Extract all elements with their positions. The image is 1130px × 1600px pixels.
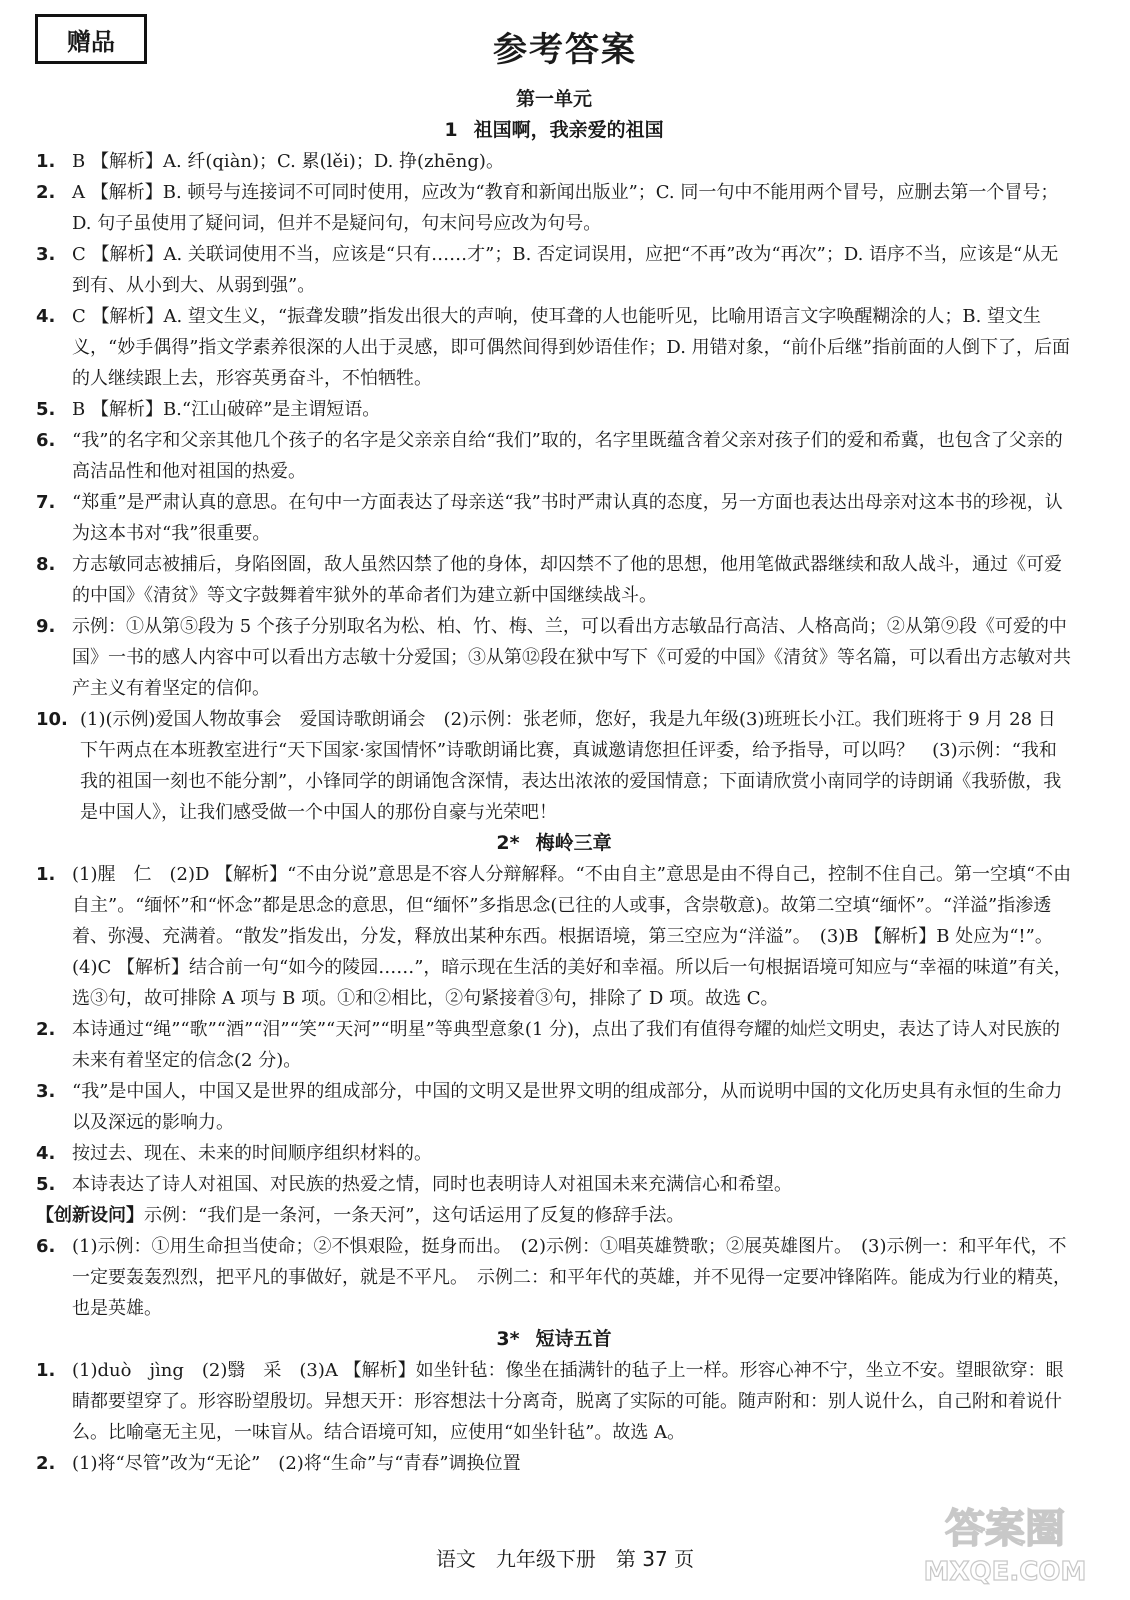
answer-item bbox=[36, 1138, 1072, 1169]
unit-title: 第一单元 bbox=[515, 88, 592, 110]
innovation-question bbox=[36, 1200, 1072, 1231]
answer-text: “我”的名字和父亲其他几个孩子的名字是父亲亲自给“我们”取的，名字里既蕴含着父亲对孩子们的爱和希冀，也包含了父亲的高洁品性和他对祖国的热爱。 bbox=[72, 430, 1063, 482]
answer-text: (1)(示例)爱国人物故事会 爱国诗歌朗诵会 (2)示例：张老师，您好，我是九年级(3)班班长小江。我们班将于 9 月 28 日下午两点在本班教室进行“天下国家·家国情怀”诗歌朗诵比赛，真诚邀请您担任评委，给予指导，可以吗？ (3)示例：“我和我的祖国一刻也不能分割”，小锋同学的朗诵饱含深情，表达出浓浓的爱国情意；下面请欣赏小南同学的诗朗诵《我骄傲，我是中国人》，让我们感受做一个中国人的那份自豪与光荣吧！ bbox=[80, 709, 1062, 823]
answer-text: (1)duò jìng (2)翳 采 (3)A 【解析】如坐针毡：像坐在插满针的毡子上一样。形容心神不宁，坐立不安。望眼欲穿：眼睛都要望穿了。形容盼望殷切。异想天开：形容想法十分离奇，脱离了实际的可能。随声附和：别人说什么，自己附和着说什么。比喻毫无主见，一味盲从。结合语境可知，应使用“如坐针毡”。故选 A。 bbox=[72, 1360, 1064, 1443]
answer-number: 2. bbox=[36, 1453, 56, 1474]
answer-item bbox=[36, 704, 1072, 828]
answer-number: 8. bbox=[36, 554, 56, 575]
watermark-text: 答案圈 bbox=[945, 1506, 1065, 1552]
page-title: 参考答案 bbox=[493, 30, 637, 70]
answer-item bbox=[36, 1231, 1072, 1324]
lesson-name: 梅岭三章 bbox=[535, 832, 612, 854]
answer-number: 5. bbox=[36, 1174, 56, 1195]
lesson-name: 祖国啊，我亲爱的祖国 bbox=[473, 119, 664, 141]
answer-number: 1. bbox=[36, 1360, 56, 1381]
answer-number: 6. bbox=[36, 1236, 56, 1257]
answer-number: 4. bbox=[36, 1143, 56, 1164]
lesson-number: 1 bbox=[444, 119, 458, 141]
answer-number: 2. bbox=[36, 1019, 56, 1040]
answer-item bbox=[36, 146, 1072, 177]
answer-item bbox=[36, 549, 1072, 611]
answer-number: 10. bbox=[36, 709, 68, 730]
lesson-title bbox=[36, 115, 1072, 146]
answer-number: 3. bbox=[36, 244, 56, 265]
answer-text: 按过去、现在、未来的时间顺序组织材料的。 bbox=[72, 1143, 432, 1164]
answer-number: 1. bbox=[36, 151, 56, 172]
innovation-tag: 【创新设问】 bbox=[36, 1205, 144, 1226]
answer-text: 本诗通过“绳”“歌”“酒”“泪”“笑”“天河”“明星”等典型意象(1 分)，点出了我们有值得夸耀的灿烂文明史，表达了诗人对民族的未来有着坚定的信念(2 分)。 bbox=[72, 1019, 1061, 1071]
answer-text: (1)示例：①用生命担当使命；②不惧艰险，挺身而出。 (2)示例：①唱英雄赞歌；②展英雄图片。 (3)示例一：和平年代，不一定要轰轰烈烈，把平凡的事做好，就是不平凡。 示例二：和平年代的英雄，并不见得一定要冲锋陷阵。能成为行业的精英，也是英雄。 bbox=[72, 1236, 1071, 1319]
answer-item bbox=[36, 239, 1072, 301]
answer-text: 示例：①从第⑤段为 5 个孩子分别取名为松、柏、竹、梅、兰，可以看出方志敏品行高洁、人格高尚；②从第⑨段《可爱的中国》一书的感人内容中可以看出方志敏十分爱国；③从第⑫段在狱中写下《可爱的中国》《清贫》等名篇，可以看出方志敏对共产主义有着坚定的信仰。 bbox=[72, 616, 1071, 699]
lesson-number: 2* bbox=[496, 832, 520, 854]
answer-item bbox=[36, 301, 1072, 394]
answer-text: A 【解析】B. 顿号与连接词不可同时使用，应改为“教育和新闻出版业”；C. 同一句中不能用两个冒号，应删去第一个冒号；D. 句子虽使用了疑问词，但并不是疑问句，句末问号应改为句号。 bbox=[72, 182, 1059, 234]
answer-number: 6. bbox=[36, 430, 56, 451]
answer-number: 1. bbox=[36, 864, 56, 885]
answer-text: C 【解析】A. 望文生义，“振聋发聩”指发出很大的声响，使耳聋的人也能听见，比喻用语言文字唤醒糊涂的人；B. 望文生义，“妙手偶得”指文学素养很深的人出于灵感，即可偶然间得到妙语佳作；D. 用错对象，“前仆后继”指前面的人倒下了，后面的人继续跟上去，形容英勇奋斗，不怕牺牲。 bbox=[72, 306, 1071, 389]
watermark-logo bbox=[895, 1490, 1115, 1590]
answer-item bbox=[36, 394, 1072, 425]
answer-number: 9. bbox=[36, 616, 56, 637]
answer-number: 3. bbox=[36, 1081, 56, 1102]
answer-text: 本诗表达了诗人对祖国、对民族的热爱之情，同时也表明诗人对祖国未来充满信心和希望。 bbox=[72, 1174, 792, 1195]
lesson-name: 短诗五首 bbox=[535, 1328, 612, 1350]
answer-number: 2. bbox=[36, 182, 56, 203]
answer-item bbox=[36, 1076, 1072, 1138]
answer-text: C 【解析】A. 关联词使用不当，应该是“只有……才”；B. 否定词误用，应把“不再”改为“再次”；D. 语序不当，应该是“从无到有、从小到大、从弱到强”。 bbox=[72, 244, 1059, 296]
gift-label: 赠品 bbox=[67, 27, 115, 56]
answer-number: 4. bbox=[36, 306, 56, 327]
answer-number: 7. bbox=[36, 492, 56, 513]
answer-item bbox=[36, 1355, 1072, 1448]
answer-text: “郑重”是严肃认真的意思。在句中一方面表达了母亲送“我”书时严肃认真的态度，另一方面也表达出母亲对这本书的珍视，认为这本书对“我”很重要。 bbox=[72, 492, 1063, 544]
answer-item bbox=[36, 487, 1072, 549]
answer-text: 示例：“我们是一条河，一条天河”，这句话运用了反复的修辞手法。 bbox=[144, 1205, 685, 1226]
answer-text: “我”是中国人，中国又是世界的组成部分，中国的文明又是世界文明的组成部分，从而说明中国的文化历史具有永恒的生命力以及深远的影响力。 bbox=[72, 1081, 1063, 1133]
answer-text: 方志敏同志被捕后，身陷囹圄，敌人虽然囚禁了他的身体，却囚禁不了他的思想，他用笔做武器继续和敌人战斗，通过《可爱的中国》《清贫》等文字鼓舞着牢狱外的革命者们为建立新中国继续战斗。 bbox=[72, 554, 1062, 606]
answer-item bbox=[36, 1014, 1072, 1076]
lesson-title bbox=[36, 1324, 1072, 1355]
answer-item bbox=[36, 1169, 1072, 1200]
answer-text: B 【解析】A. 纤(qiàn)；C. 累(lěi)；D. 挣(zhēng)。 bbox=[72, 151, 504, 172]
lesson-number: 3* bbox=[496, 1328, 520, 1350]
lesson-title bbox=[36, 828, 1072, 859]
answer-item bbox=[36, 611, 1072, 704]
answer-text: B 【解析】B.“江山破碎”是主谓短语。 bbox=[72, 399, 381, 420]
answer-content bbox=[36, 84, 1072, 1479]
watermark-url: MXQE.COM bbox=[923, 1557, 1087, 1587]
answer-item bbox=[36, 177, 1072, 239]
answer-text: (1)将“尽管”改为“无论” (2)将“生命”与“青春”调换位置 bbox=[72, 1453, 521, 1474]
answer-text: (1)腥 仁 (2)D 【解析】“不由分说”意思是不容人分辩解释。“不由自主”意思是由不得自己，控制不住自己。第一空填“不由自主”。“缅怀”和“怀念”都是思念的意思，但“缅怀”多指思念(已往的人或事，含崇敬意)。故第二空填“缅怀”。“洋溢”指渗透着、弥漫、充满着。“散发”指发出，分发，释放出某种东西。根据语境，第三空应为“洋溢”。 (3)B 【解析】B 处应为“!”。 (4)C 【解析】结合前一句“如今的陵园……”，暗示现在生活的美好和幸福。所以后一句根据语境可知应与“幸福的味道”有关，选③句，故可排除 A 项与 B 项。①和②相比，②句紧接着③句，排除了 D 项。故选 C。 bbox=[72, 864, 1072, 1009]
answer-number: 5. bbox=[36, 399, 56, 420]
answer-item bbox=[36, 425, 1072, 487]
answer-item bbox=[36, 1448, 1072, 1479]
answer-item bbox=[36, 859, 1072, 1014]
page-footer: 语文 九年级下册 第 37 页 bbox=[435, 1547, 695, 1571]
